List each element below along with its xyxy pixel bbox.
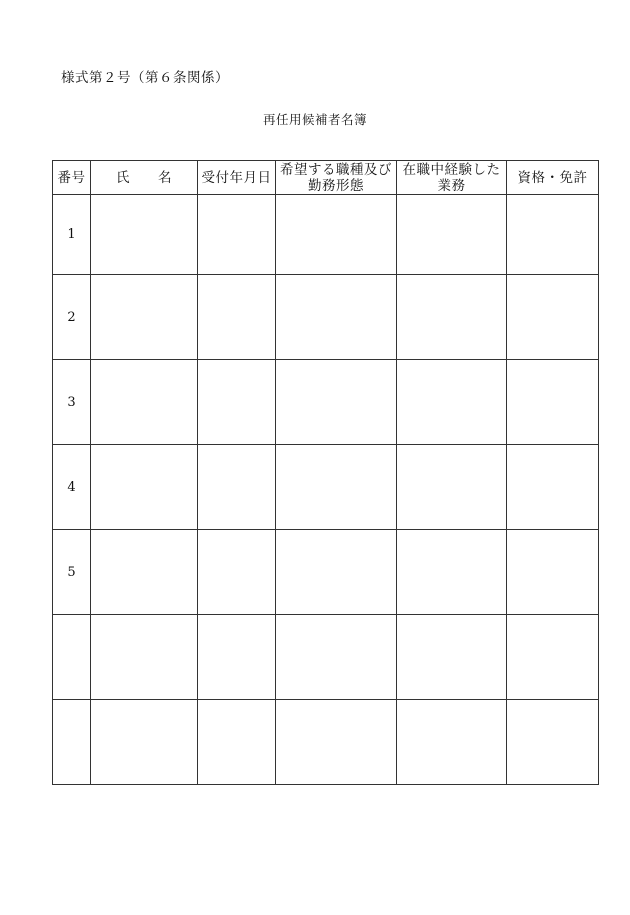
table-row bbox=[53, 700, 599, 785]
desired-position-cell bbox=[276, 615, 397, 700]
header-received-date: 受付年月日 bbox=[198, 161, 276, 195]
received-date-cell bbox=[198, 530, 276, 615]
desired-position-cell bbox=[276, 445, 397, 530]
desired-position-cell bbox=[276, 530, 397, 615]
experience-cell bbox=[397, 360, 507, 445]
qualifications-cell bbox=[507, 275, 599, 360]
desired-position-cell bbox=[276, 275, 397, 360]
header-experience-line2: 業務 bbox=[437, 177, 466, 194]
header-experience-line1: 在職中経験した bbox=[402, 161, 501, 178]
qualifications-cell bbox=[507, 615, 599, 700]
header-experience bbox=[397, 161, 507, 195]
name-cell bbox=[91, 195, 198, 275]
name-cell bbox=[91, 445, 198, 530]
header-qualifications: 資格・免許 bbox=[507, 161, 599, 195]
name-cell bbox=[91, 615, 198, 700]
table-row bbox=[53, 360, 599, 445]
received-date-cell bbox=[198, 360, 276, 445]
document-title: 再任用候補者名簿 bbox=[262, 112, 367, 127]
header-desired-position-line2: 勤務形態 bbox=[308, 177, 364, 194]
table-row bbox=[53, 445, 599, 530]
table-row bbox=[53, 275, 599, 360]
table-row bbox=[53, 615, 599, 700]
row-number-cell: 2 bbox=[53, 275, 91, 360]
row-number-cell bbox=[53, 615, 91, 700]
row-number-cell: 3 bbox=[53, 360, 91, 445]
experience-cell bbox=[397, 700, 507, 785]
received-date-cell bbox=[198, 445, 276, 530]
header-desired-position bbox=[276, 161, 397, 195]
table-row bbox=[53, 530, 599, 615]
name-cell bbox=[91, 530, 198, 615]
qualifications-cell bbox=[507, 700, 599, 785]
qualifications-cell bbox=[507, 195, 599, 275]
experience-cell bbox=[397, 530, 507, 615]
qualifications-cell bbox=[507, 360, 599, 445]
table-row bbox=[53, 195, 599, 275]
desired-position-cell bbox=[276, 360, 397, 445]
received-date-cell bbox=[198, 275, 276, 360]
received-date-cell bbox=[198, 195, 276, 275]
desired-position-cell bbox=[276, 195, 397, 275]
qualifications-cell bbox=[507, 530, 599, 615]
row-number-cell: 1 bbox=[53, 195, 91, 275]
header-desired-position-line1: 希望する職種及び bbox=[280, 161, 392, 178]
received-date-cell bbox=[198, 615, 276, 700]
table-header-row bbox=[53, 161, 599, 195]
form-number-label: 様式第２号（第６条関係） bbox=[61, 70, 229, 86]
received-date-cell bbox=[198, 700, 276, 785]
row-number-cell: 4 bbox=[53, 445, 91, 530]
experience-cell bbox=[397, 615, 507, 700]
name-cell bbox=[91, 360, 198, 445]
name-cell bbox=[91, 275, 198, 360]
qualifications-cell bbox=[507, 445, 599, 530]
candidate-roster-table bbox=[52, 160, 599, 785]
experience-cell bbox=[397, 445, 507, 530]
header-name: 氏 名 bbox=[91, 161, 198, 195]
name-cell bbox=[91, 700, 198, 785]
header-number: 番号 bbox=[53, 161, 91, 195]
experience-cell bbox=[397, 275, 507, 360]
desired-position-cell bbox=[276, 700, 397, 785]
row-number-cell: 5 bbox=[53, 530, 91, 615]
row-number-cell bbox=[53, 700, 91, 785]
experience-cell bbox=[397, 195, 507, 275]
